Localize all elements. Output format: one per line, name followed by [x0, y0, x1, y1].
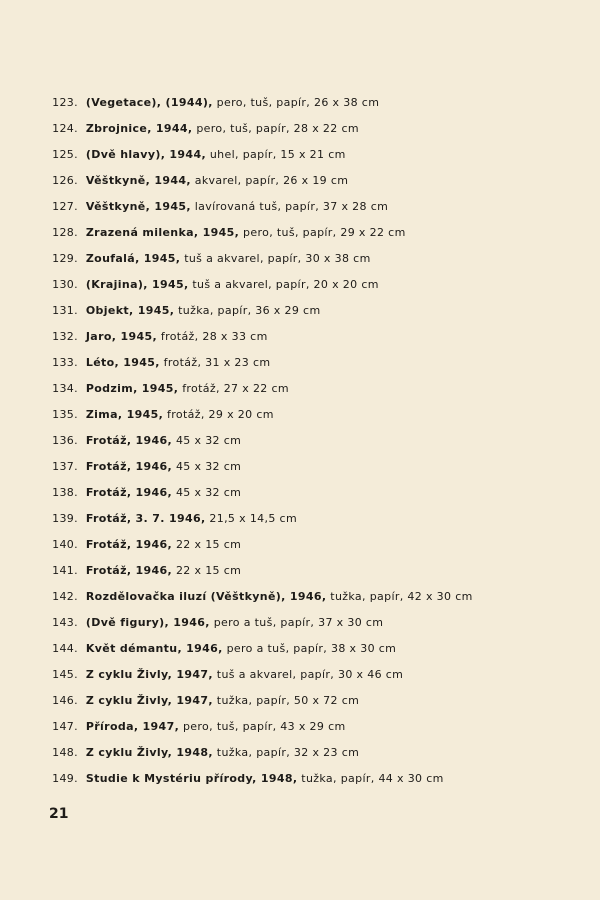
entry-number: 127. — [52, 200, 78, 213]
entry-title: (Dvě hlavy), 1944, — [85, 148, 206, 161]
catalog-entry — [48, 480, 588, 506]
entry-title: Frotáž, 1946, — [85, 460, 173, 473]
entry-details: tuš a akvarel, papír, 30 x 38 cm — [184, 252, 371, 265]
catalog-entry — [48, 298, 588, 324]
entry-number: 138. — [52, 486, 78, 499]
catalog-entry — [48, 324, 588, 350]
entry-title: Z cyklu Živly, 1947, — [85, 668, 213, 681]
entry-number: 134. — [52, 382, 78, 395]
entry-title: (Vegetace), (1944), — [85, 96, 213, 109]
entry-details: tuš a akvarel, papír, 30 x 46 cm — [216, 668, 404, 681]
entry-number: 126. — [52, 174, 78, 187]
entry-number: 128. — [52, 226, 78, 239]
entry-title: Zima, 1945, — [85, 408, 164, 421]
entry-number: 148. — [52, 746, 78, 759]
entry-title: (Krajina), 1945, — [85, 278, 189, 291]
entry-number: 139. — [52, 512, 78, 525]
entry-number: 135. — [52, 408, 78, 421]
entry-number: 130. — [52, 278, 78, 291]
entry-details: lavírovaná tuš, papír, 37 x 28 cm — [194, 200, 389, 213]
entry-details: pero a tuš, papír, 38 x 30 cm — [226, 642, 397, 655]
entry-title: Věštkyně, 1944, — [85, 174, 191, 187]
entry-number: 136. — [52, 434, 78, 447]
catalog-entry — [48, 506, 588, 532]
entry-number: 131. — [52, 304, 78, 317]
entry-title: Zbrojnice, 1944, — [85, 122, 193, 135]
entry-number: 145. — [52, 668, 78, 681]
entry-title: Jaro, 1945, — [85, 330, 158, 343]
entry-details: tužka, papír, 32 x 23 cm — [216, 746, 360, 759]
entry-title: Květ démantu, 1946, — [85, 642, 223, 655]
entry-title: Frotáž, 1946, — [85, 564, 173, 577]
catalog-entry — [48, 376, 588, 402]
entry-title: Zrazená milenka, 1945, — [85, 226, 240, 239]
entry-number: 141. — [52, 564, 78, 577]
entry-number: 142. — [52, 590, 78, 603]
entry-details: frotáž, 27 x 22 cm — [182, 382, 289, 395]
entry-number: 124. — [52, 122, 78, 135]
catalog-entry — [48, 558, 588, 584]
page-number: 21 — [49, 806, 69, 822]
catalog-entry — [48, 532, 588, 558]
entry-title: Věštkyně, 1945, — [85, 200, 191, 213]
catalog-entry — [48, 610, 588, 636]
entry-number: 133. — [52, 356, 78, 369]
catalog-entry — [48, 636, 588, 662]
entry-title: Rozdělovačka iluzí (Věštkyně), 1946, — [85, 590, 327, 603]
entry-details: pero, tuš, papír, 26 x 38 cm — [216, 96, 380, 109]
entry-number: 149. — [52, 772, 78, 785]
entry-details: frotáž, 29 x 20 cm — [167, 408, 274, 421]
entry-title: (Dvě figury), 1946, — [85, 616, 210, 629]
catalog-entry — [48, 90, 588, 116]
catalog-entry — [48, 194, 588, 220]
entry-details: pero, tuš, papír, 29 x 22 cm — [243, 226, 406, 239]
entry-number: 147. — [52, 720, 78, 733]
entry-details: 22 x 15 cm — [175, 564, 242, 577]
entry-details: pero a tuš, papír, 37 x 30 cm — [213, 616, 384, 629]
catalog-entry — [48, 662, 588, 688]
entry-title: Z cyklu Živly, 1948, — [85, 746, 213, 759]
catalog-entry — [48, 688, 588, 714]
entry-title: Studie k Mystériu přírody, 1948, — [85, 772, 298, 785]
entry-number: 140. — [52, 538, 78, 551]
entry-title: Frotáž, 3. 7. 1946, — [85, 512, 206, 525]
entry-title: Podzim, 1945, — [85, 382, 179, 395]
catalog-entry — [48, 142, 588, 168]
entry-number: 137. — [52, 460, 78, 473]
catalog-entry — [48, 766, 588, 792]
entry-number: 129. — [52, 252, 78, 265]
catalog-entry — [48, 246, 588, 272]
entry-details: 22 x 15 cm — [175, 538, 242, 551]
entry-title: Frotáž, 1946, — [85, 434, 173, 447]
entry-details: pero, tuš, papír, 43 x 29 cm — [182, 720, 346, 733]
entry-details: frotáž, 31 x 23 cm — [163, 356, 271, 369]
catalog-entry — [48, 584, 588, 610]
entry-details: 45 x 32 cm — [175, 486, 242, 499]
catalog-entry — [48, 168, 588, 194]
catalog-entry — [48, 220, 588, 246]
catalog-entry — [48, 428, 588, 454]
entry-details: tuš a akvarel, papír, 20 x 20 cm — [192, 278, 379, 291]
catalog-entry — [48, 454, 588, 480]
entry-details: 45 x 32 cm — [175, 460, 242, 473]
entry-number: 144. — [52, 642, 78, 655]
entry-details: frotáž, 28 x 33 cm — [160, 330, 268, 343]
entry-details: pero, tuš, papír, 28 x 22 cm — [196, 122, 359, 135]
entry-title: Příroda, 1947, — [85, 720, 180, 733]
catalog-entry — [48, 350, 588, 376]
entry-details: 21,5 x 14,5 cm — [209, 512, 298, 525]
entry-details: tužka, papír, 36 x 29 cm — [178, 304, 321, 317]
entry-details: akvarel, papír, 26 x 19 cm — [194, 174, 349, 187]
entry-number: 146. — [52, 694, 78, 707]
entry-title: Frotáž, 1946, — [85, 538, 173, 551]
catalog-list — [48, 90, 588, 792]
entry-number: 123. — [52, 96, 78, 109]
catalog-entry — [48, 714, 588, 740]
entry-number: 143. — [52, 616, 78, 629]
catalog-entry — [48, 740, 588, 766]
entry-details: tužka, papír, 50 x 72 cm — [216, 694, 360, 707]
entry-title: Z cyklu Živly, 1947, — [85, 694, 213, 707]
entry-number: 132. — [52, 330, 78, 343]
catalog-entry — [48, 272, 588, 298]
entry-details: tužka, papír, 44 x 30 cm — [301, 772, 444, 785]
entry-details: tužka, papír, 42 x 30 cm — [330, 590, 473, 603]
entry-title: Frotáž, 1946, — [85, 486, 173, 499]
entry-details: 45 x 32 cm — [175, 434, 242, 447]
entry-title: Objekt, 1945, — [85, 304, 175, 317]
entry-number: 125. — [52, 148, 78, 161]
entry-details: uhel, papír, 15 x 21 cm — [209, 148, 346, 161]
entry-title: Zoufalá, 1945, — [85, 252, 181, 265]
catalog-entry — [48, 402, 588, 428]
entry-title: Léto, 1945, — [85, 356, 160, 369]
catalog-entry — [48, 116, 588, 142]
